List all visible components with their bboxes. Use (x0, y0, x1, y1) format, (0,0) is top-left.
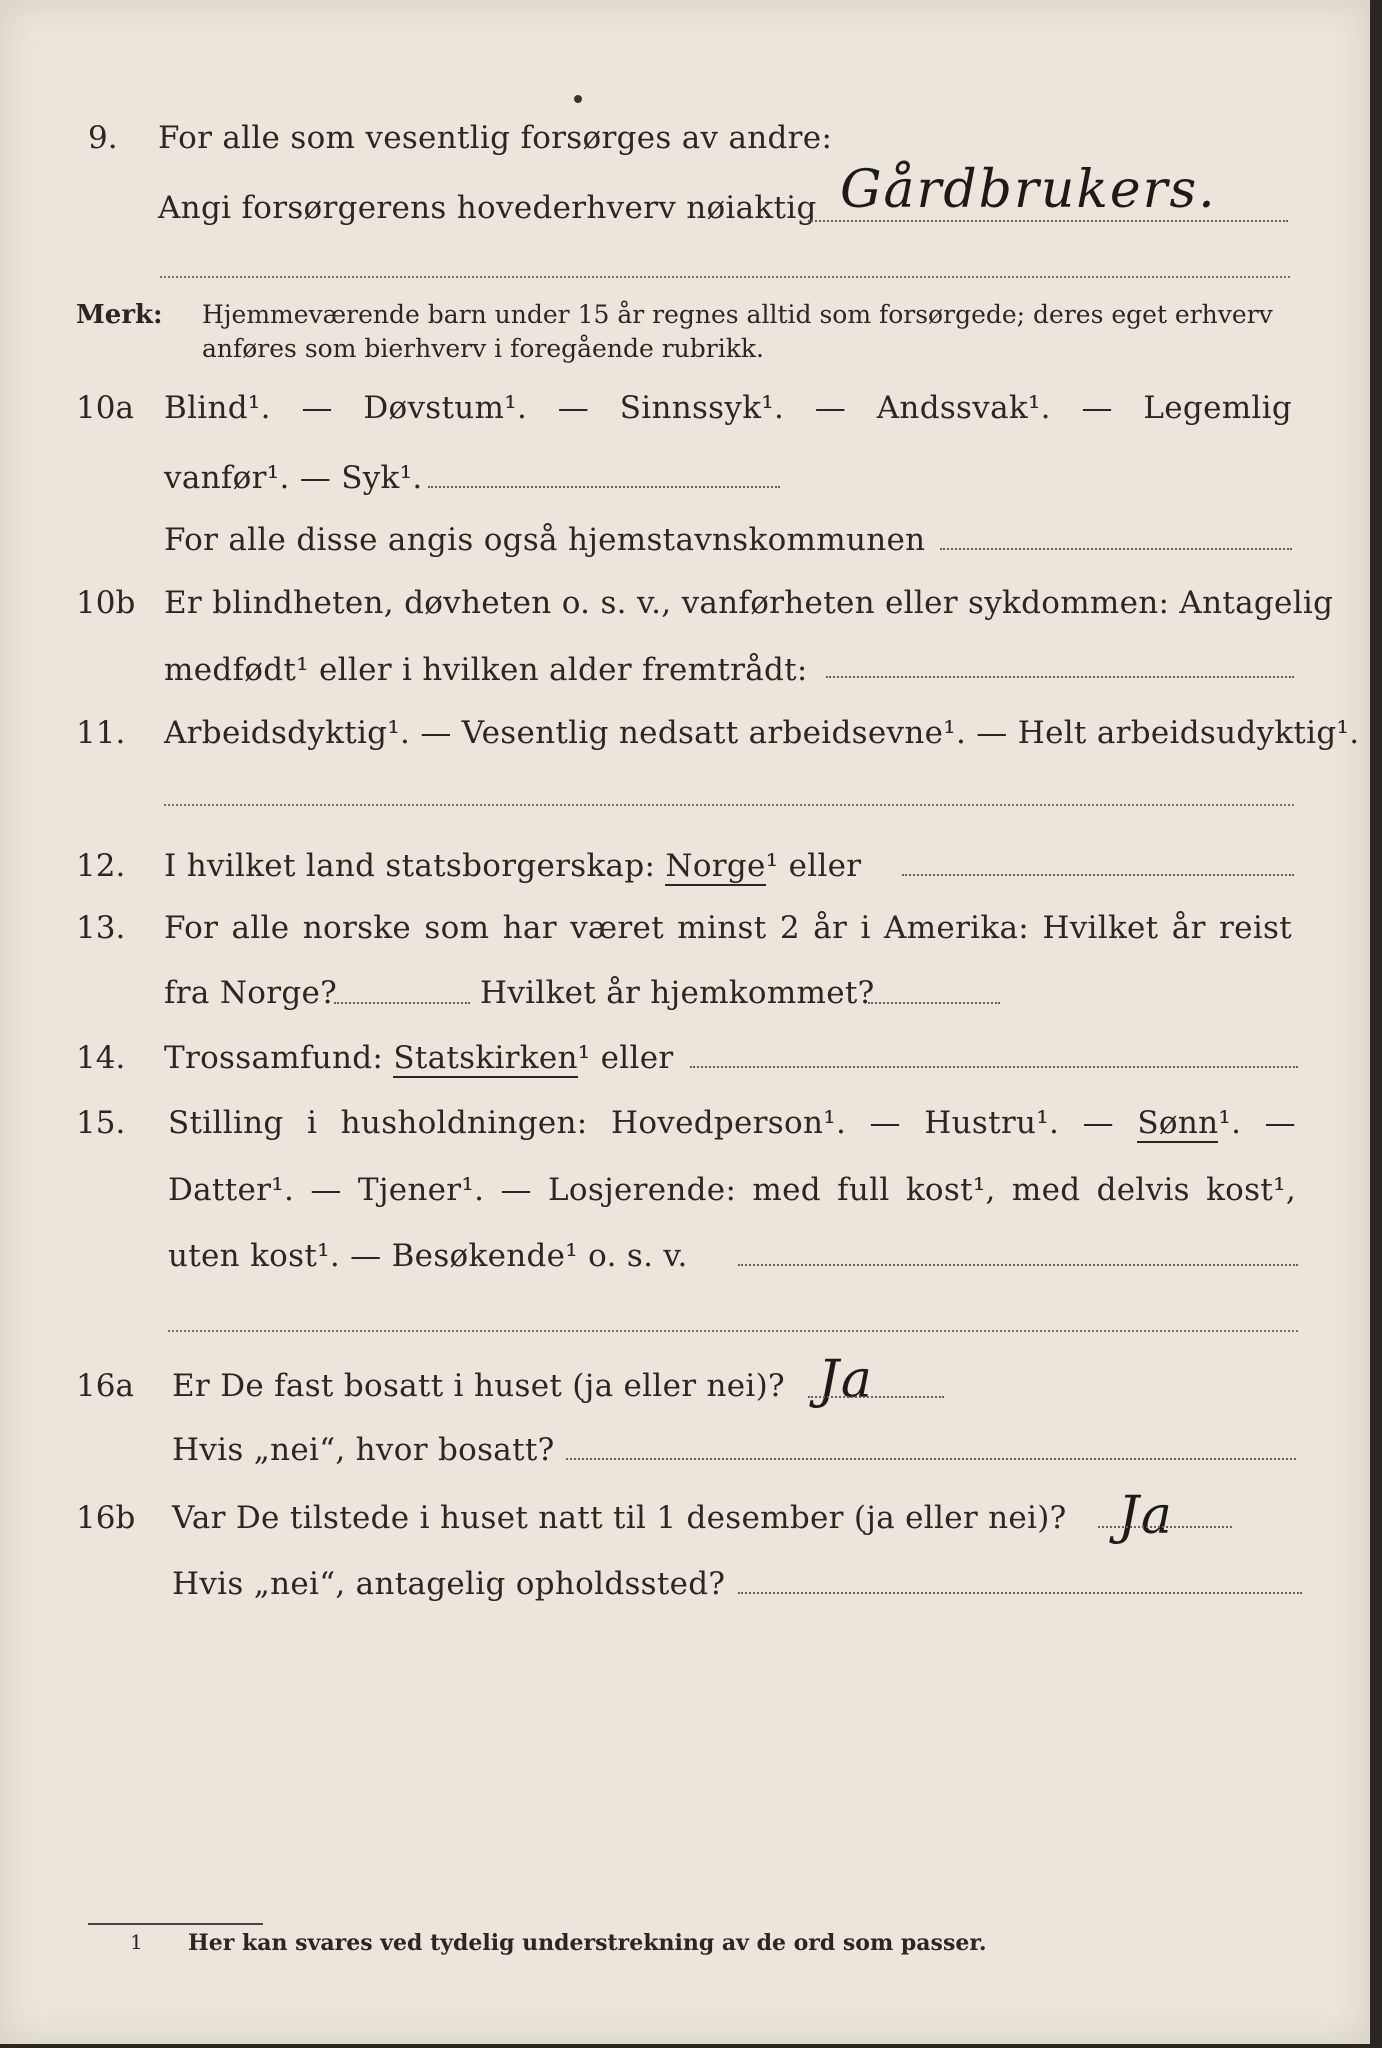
q13-number: 13. (76, 910, 126, 946)
merk-line2: anføres som bierhverv i foregående rubrikk. (202, 334, 764, 363)
q9-line2: Angi forsørgerens hovederhverv nøiaktig (158, 190, 817, 226)
q14-underlined-statskirken: Statskirken (393, 1040, 578, 1076)
q11-number: 11. (76, 715, 126, 751)
q12-suffix: ¹ eller (765, 848, 862, 884)
q10a-line2: vanfør¹. — Syk¹. (164, 460, 423, 496)
q16b-line1: Var De tilstede i huset natt til 1 desember (ja eller nei)? (172, 1500, 1067, 1536)
q10a-syk-line[interactable] (428, 486, 780, 488)
q14-number: 14. (76, 1040, 126, 1076)
q16b-answer-line[interactable] (1098, 1526, 1232, 1528)
q15-line2: Datter¹. — Tjener¹. — Losjerende: med full kost¹, med delvis kost¹, (168, 1172, 1296, 1208)
q16b-line2: Hvis „nei“, antagelig opholdssted? (172, 1566, 726, 1602)
q9-number: 9. (88, 120, 118, 156)
q16a-line1: Er De fast bosatt i huset (ja eller nei)? (172, 1368, 785, 1404)
q14-answer-line[interactable] (690, 1066, 1298, 1068)
q13-line1: For alle norske som har været minst 2 år i Amerika: Hvilket år reist (164, 910, 1292, 946)
separator-rule (160, 276, 1290, 278)
q16b-handwritten-answer: Ja (1118, 1486, 1174, 1546)
q9-handwritten-answer: Gårdbrukers. (840, 160, 1217, 220)
footnote-rule (88, 1923, 263, 1925)
q15-line1-suffix: ¹. — (1218, 1105, 1296, 1141)
q15-underlined-sonn: Sønn (1137, 1105, 1219, 1141)
q10a-line3: For alle disse angis også hjemstavnskommunen (164, 522, 926, 558)
merk-label: Merk: (76, 300, 163, 330)
q10a-number: 10a (76, 390, 134, 426)
q13-hjemkommet-line[interactable] (868, 1002, 1000, 1004)
q12-prefix: I hvilket land statsborgerskap: (164, 848, 666, 884)
q15-answer-line[interactable] (738, 1264, 1298, 1266)
q12-underlined-norge: Norge (665, 848, 766, 884)
q15-line1 (168, 1105, 1296, 1141)
q10b-line1: Er blindheten, døvheten o. s. v., vanførheten eller sykdommen: Antagelig (164, 585, 1334, 621)
q12-line (164, 848, 861, 884)
q16a-line2: Hvis „nei“, hvor bosatt? (172, 1432, 555, 1468)
q11-line1: Arbeidsdyktig¹. — Vesentlig nedsatt arbeidsevne¹. — Helt arbeidsudyktig¹. (164, 715, 1360, 751)
q13-line2b: Hvilket år hjemkommet? (480, 975, 875, 1011)
q10b-line2: medfødt¹ eller i hvilken alder fremtrådt: (164, 652, 808, 688)
footnote-text: Her kan svares ved tydelig understrekning av de ord som passer. (188, 1930, 987, 1956)
q9-answer-line[interactable] (808, 220, 1288, 222)
q10b-answer-line[interactable] (826, 676, 1294, 678)
q10a-line1: Blind¹. — Døvstum¹. — Sinnssyk¹. — Andssvak¹. — Legemlig (164, 390, 1292, 426)
q12-number: 12. (76, 848, 126, 884)
q12-answer-line[interactable] (902, 874, 1294, 876)
q15-line1-prefix: Stilling i husholdningen: Hovedperson¹. — Hustru¹. — (168, 1105, 1138, 1141)
q10b-number: 10b (76, 585, 136, 621)
q10a-hjemstavn-line[interactable] (940, 548, 1292, 550)
q16a-bosatt-line[interactable] (566, 1458, 1296, 1460)
q14-suffix: ¹ eller (577, 1040, 674, 1076)
q16b-opholdssted-line[interactable] (738, 1592, 1302, 1594)
q16a-answer-line[interactable] (808, 1396, 944, 1398)
separator-rule-2 (168, 1330, 1298, 1332)
q13-line2a: fra Norge? (164, 975, 338, 1011)
q16a-handwritten-answer: Ja (818, 1350, 874, 1410)
merk-line1: Hjemmeværende barn under 15 år regnes alltid som forsørgede; deres eget erhverv (202, 300, 1273, 329)
q15-number: 15. (76, 1105, 126, 1141)
q16b-number: 16b (76, 1500, 136, 1536)
q14-line (164, 1040, 674, 1076)
q13-reist-line[interactable] (334, 1002, 470, 1004)
q14-prefix: Trossamfund: (164, 1040, 394, 1076)
footnote-number: 1 (130, 1930, 143, 1954)
q15-line3: uten kost¹. — Besøkende¹ o. s. v. (168, 1238, 688, 1274)
ink-dot (574, 95, 582, 103)
q9-line1: For alle som vesentlig forsørges av andre: (158, 120, 833, 156)
q16a-number: 16a (76, 1368, 134, 1404)
q11-answer-line[interactable] (164, 804, 1294, 806)
